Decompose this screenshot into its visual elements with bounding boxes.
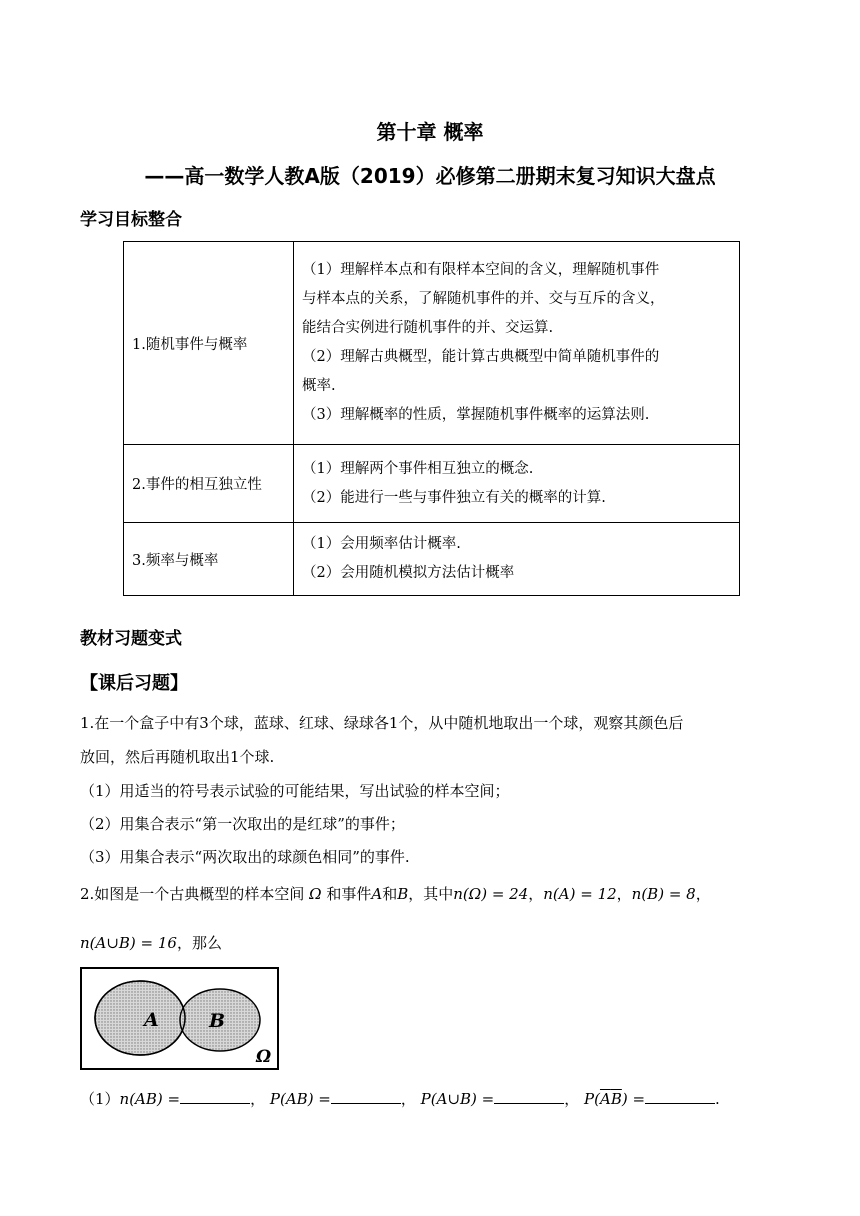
answer-blank[interactable]	[494, 1089, 564, 1104]
goal-line: 与样本点的关系，了解随机事件的并、交与互斥的含义，	[302, 291, 665, 307]
venn-diagram	[80, 967, 280, 1071]
goal-line: （3）理解概率的性质，掌握随机事件概率的运算法则.	[302, 407, 650, 423]
goal-topic: 2.事件的相互独立性	[124, 445, 294, 523]
answer-blank[interactable]	[331, 1089, 401, 1104]
omega-label: Ω	[256, 1047, 272, 1067]
goals-table	[123, 241, 740, 596]
table-row	[124, 445, 740, 523]
section-heading-exercises: 教材习题变式	[80, 629, 182, 649]
question-1-line-2: 放回，然后再随机取出1个球.	[80, 748, 275, 766]
goal-description	[294, 445, 740, 523]
question-2-line-2	[80, 932, 222, 953]
subsection-heading: 【课后习题】	[80, 673, 188, 694]
q2-text: ，其中	[408, 885, 454, 903]
goal-line: （2）会用随机模拟方法估计概率	[302, 565, 515, 581]
table-row	[124, 523, 740, 596]
goal-topic: 1.随机事件与概率	[124, 242, 294, 445]
answer-blank[interactable]	[645, 1089, 715, 1104]
set-a-label: A	[144, 1009, 159, 1031]
p-complement-ab: $P(\overline{A}\overline{B})$ =	[584, 1090, 646, 1108]
goal-topic: 3.频率与概率	[124, 523, 294, 596]
section-heading-goals: 学习目标整合	[80, 210, 182, 230]
table-row	[124, 242, 740, 445]
document-subtitle: ——高一数学人教A版（2019）必修第二册期末复习知识大盘点	[144, 164, 716, 188]
chapter-title: 第十章 概率	[376, 120, 484, 144]
goal-line: 能结合实例进行随机事件的并、交运算.	[302, 320, 554, 336]
question-1-line-1: 1.在一个盒子中有3个球，蓝球、红球、绿球各1个，从中随机地取出一个球，观察其颜色后	[80, 714, 684, 732]
goal-line: （1）理解样本点和有限样本空间的含义，理解随机事件	[302, 262, 660, 278]
question-2-part-1: （1）n(AB) = ， P(AB) = ， P(A∪B) = ， $P(\overline{A}\overline{B})$ = .	[80, 1090, 720, 1108]
q2-text: 和事件	[326, 885, 372, 903]
question-1-part-2: （2）用集合表示“第一次取出的是红球”的事件；	[80, 815, 405, 833]
q2-text: ，那么	[176, 934, 222, 952]
n-omega: n(Ω) = 24	[453, 885, 529, 903]
q2-text: 和	[382, 885, 398, 903]
question-2-line-1: 2.如图是一个古典概型的样本空间 Ω 和事件A和B，其中n(Ω) = 24，n(A) = 12，n(B) = 8，	[80, 885, 711, 903]
n-b: n(B) = 8	[631, 885, 696, 903]
n-ab: n(AB) =	[119, 1090, 181, 1108]
goal-line: （1）理解两个事件相互独立的概念.	[302, 460, 534, 477]
set-b-label: B	[209, 1010, 226, 1032]
answer-blank[interactable]	[180, 1089, 250, 1104]
event-b: B	[397, 885, 409, 903]
goal-description	[294, 242, 740, 445]
n-a-union-b: n(A∪B) = 16	[80, 934, 177, 952]
q2-intro: 2.如图是一个古典概型的样本空间	[80, 885, 305, 903]
goal-line: （1）会用频率估计概率.	[302, 536, 461, 552]
p-a-union-b: P(A∪B) =	[420, 1090, 495, 1108]
omega-symbol: Ω	[309, 885, 322, 903]
p-ab: P(AB) =	[269, 1090, 331, 1108]
event-a: A	[371, 885, 383, 903]
question-1-part-3: （3）用集合表示“两次取出的球颜色相同”的事件.	[80, 848, 410, 866]
part-number: （1）	[80, 1090, 120, 1108]
goal-description	[294, 523, 740, 596]
question-1-part-1: （1）用适当的符号表示试验的可能结果，写出试验的样本空间；	[80, 782, 510, 800]
goal-line: （2）能进行一些与事件独立有关的概率的计算.	[302, 489, 606, 506]
goal-line: （2）理解古典概型，能计算古典概型中简单随机事件的	[302, 349, 660, 365]
goal-line: 概率.	[302, 378, 336, 394]
n-a: n(A) = 12	[543, 885, 617, 903]
